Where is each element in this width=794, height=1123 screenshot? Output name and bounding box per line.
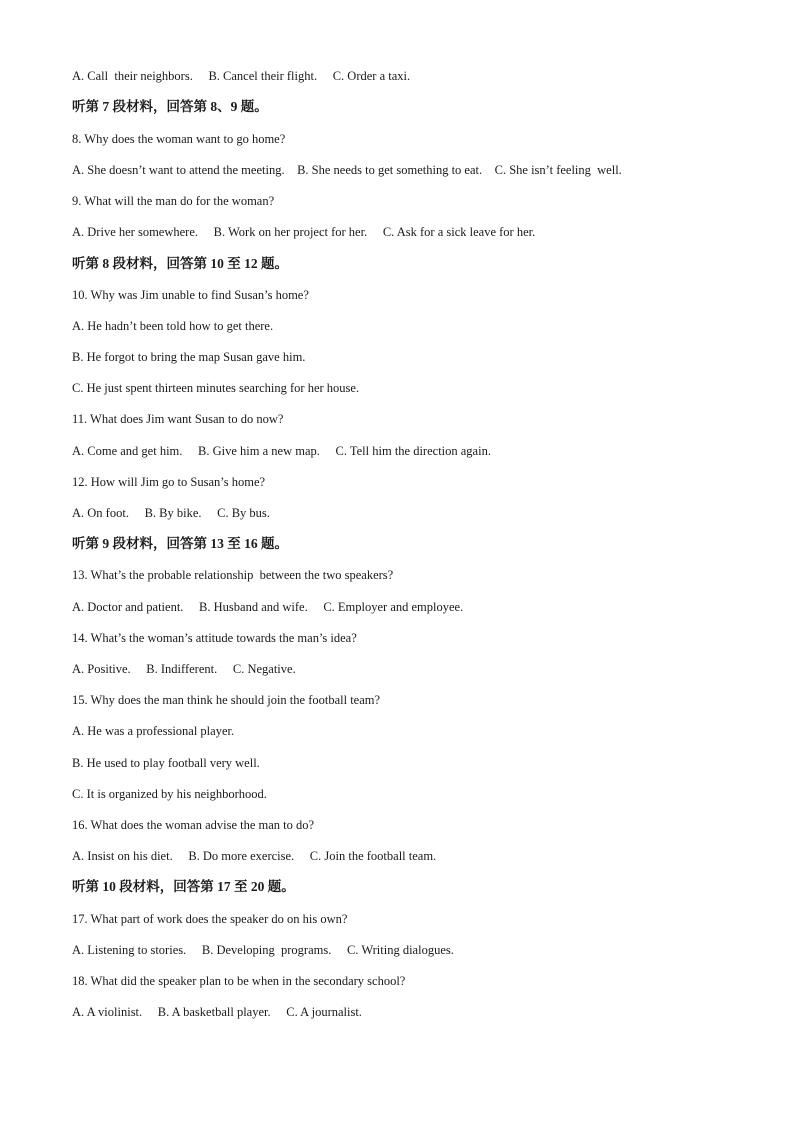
q12-options: A. On foot. B. By bike. C. By bus.	[72, 506, 270, 520]
q8-options: A. She doesn’t want to attend the meeting. B. She needs to get something to eat. C. She isn’t feeling well.	[72, 163, 622, 177]
section-heading-8: 听第 8 段材料，回答第 10 至 12 题。	[72, 256, 288, 271]
q17-options: A. Listening to stories. B. Developing programs. C. Writing dialogues.	[72, 943, 454, 957]
q15-option-b: B. He used to play football very well.	[72, 756, 260, 770]
section-heading-10: 听第 10 段材料，回答第 17 至 20 题。	[72, 879, 295, 894]
q11-options: A. Come and get him. B. Give him a new map. C. Tell him the direction again.	[72, 444, 491, 458]
q14-options: A. Positive. B. Indifferent. C. Negative.	[72, 662, 296, 676]
question-15: 15. Why does the man think he should join the football team?	[72, 693, 381, 707]
q10-option-c: C. He just spent thirteen minutes searching for her house.	[72, 381, 360, 395]
question-9: 9. What will the man do for the woman?	[72, 194, 275, 208]
question-12: 12. How will Jim go to Susan’s home?	[72, 475, 266, 489]
question-17: 17. What part of work does the speaker do on his own?	[72, 912, 348, 926]
q15-option-a: A. He was a professional player.	[72, 724, 235, 738]
section-heading-7: 听第 7 段材料，回答第 8、9 题。	[72, 99, 268, 114]
q9-options: A. Drive her somewhere. B. Work on her project for her. C. Ask for a sick leave for her.	[72, 225, 536, 239]
q10-option-a: A. He hadn’t been told how to get there.	[72, 319, 274, 333]
q18-options: A. A violinist. B. A basketball player. C. A journalist.	[72, 1005, 362, 1019]
question-14: 14. What’s the woman’s attitude towards the man’s idea?	[72, 631, 357, 645]
question-18: 18. What did the speaker plan to be when in the secondary school?	[72, 974, 406, 988]
q15-option-c: C. It is organized by his neighborhood.	[72, 787, 267, 801]
question-8: 8. Why does the woman want to go home?	[72, 132, 286, 146]
question-11: 11. What does Jim want Susan to do now?	[72, 412, 284, 426]
section-heading-9: 听第 9 段材料，回答第 13 至 16 题。	[72, 536, 288, 551]
question-16: 16. What does the woman advise the man to do?	[72, 818, 315, 832]
q10-option-b: B. He forgot to bring the map Susan gave him.	[72, 350, 306, 364]
q13-options: A. Doctor and patient. B. Husband and wife. C. Employer and employee.	[72, 600, 464, 614]
question-13: 13. What’s the probable relationship between the two speakers?	[72, 568, 394, 582]
q7-options: A. Call their neighbors. B. Cancel their flight. C. Order a taxi.	[72, 69, 411, 83]
question-10: 10. Why was Jim unable to find Susan’s home?	[72, 288, 309, 302]
q16-options: A. Insist on his diet. B. Do more exercise. C. Join the football team.	[72, 849, 437, 863]
